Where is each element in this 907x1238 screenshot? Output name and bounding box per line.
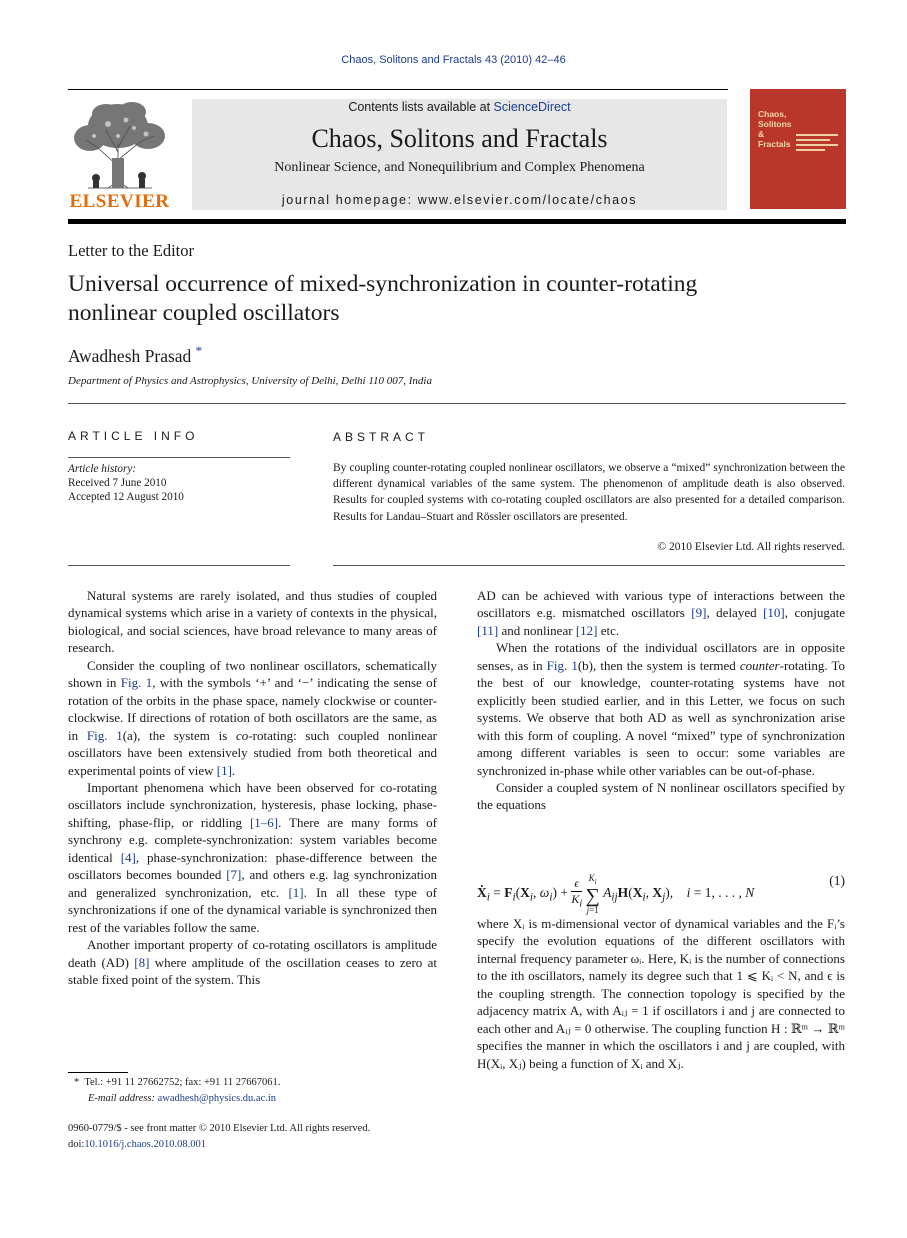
ref-10-link[interactable]: [10] — [763, 605, 785, 621]
article-type: Letter to the Editor — [68, 241, 194, 260]
footnote-mark: * — [74, 1077, 80, 1088]
contents-prefix: Contents lists available at — [348, 100, 494, 114]
doi-link[interactable]: 10.1016/j.chaos.2010.08.001 — [84, 1139, 206, 1150]
article-info-rule — [68, 457, 290, 458]
right-column-top — [477, 587, 845, 814]
received-date: Received 7 June 2010 — [68, 477, 167, 489]
ref-11-link[interactable]: [11] — [477, 622, 499, 638]
paragraph-4: Another important property of co-rotating oscillators is amplitude death (AD) [8] where amplitude of the oscillation ceases to zero at stable fixed point of the system. This — [68, 937, 437, 987]
history-label: Article history: — [68, 463, 137, 475]
left-column — [68, 587, 437, 988]
journal-title: Chaos, Solitons and Fractals — [311, 124, 608, 153]
ref-1b-link[interactable]: [1] — [288, 884, 304, 900]
journal-cover — [750, 89, 846, 209]
fig1a-link[interactable]: Fig. 1 — [86, 727, 123, 743]
author-line — [68, 343, 202, 367]
journal-homepage[interactable]: journal homepage: www.elsevier.com/locate/chaos — [281, 193, 638, 207]
paragraph-5: AD can be achieved with various type of interactions between the oscillators e.g. mismatched oscillators [9], delayed [10], conjugate [11] and nonlinear [12] etc. — [477, 588, 845, 638]
paragraph-2: Consider the coupling of two nonlinear oscillators, schematically shown in Fig. 1, with the symbols ‘+’ and ‘−’ indicating the sense of rotation of the orbits in the phase space, namely clockwise or counter-clockwise. If directions of rotation of both oscillators are the same, as in Fig. 1(a), the system is co-rotating: such coupled nonlinear oscillators have been extensively studied from both theoretical and experimental points of view [1]. — [68, 657, 438, 778]
footnote-rule — [68, 1072, 128, 1073]
issn-line: 0960-0779/$ - see front matter © 2010 Elsevier Ltd. All rights reserved. — [68, 1123, 371, 1134]
ref-8-link[interactable]: [8] — [134, 954, 150, 970]
footnote — [74, 1075, 280, 1107]
ref-12-link[interactable]: [12] — [575, 622, 598, 638]
ref-7-link[interactable]: [7] — [226, 867, 242, 883]
abstract-copyright: © 2010 Elsevier Ltd. All rights reserved. — [657, 541, 845, 553]
right-column-bottom — [477, 915, 845, 1072]
author-footnote-mark[interactable]: * — [195, 343, 203, 358]
ref-9-link[interactable]: [9] — [691, 605, 707, 621]
footnote-email: E-mail address: awadhesh@physics.du.ac.in — [88, 1093, 277, 1104]
abstract-text: By coupling counter-rotating coupled nonlinear oscillators, we observe a “mixed” synchronization between the different dynamical variables of the same system. The phenomenon of amplitude death is also observed. Results for coupled systems with co-rotating coupled oscillators are also presented for a detailed comparison. Results for Landau–Stuart and Rössler oscillators are presented. — [333, 462, 845, 523]
footnote-contact — [74, 1075, 280, 1091]
doi-line: doi:10.1016/j.chaos.2010.08.001 — [68, 1139, 206, 1150]
article-info-heading: ARTICLE INFO — [68, 429, 199, 443]
contents-line — [192, 100, 727, 114]
paragraph-8: where Xᵢ is m-dimensional vector of dynamical variables and the Fᵢ’s specify the evolution equations of the different oscillators with internal frequency parameter ωᵢ. Here, Kᵢ is the number of connections to the ith oscillators, namely its degree such that 1 ⩽ Kᵢ < N, and ϵ is the coupling strength. The connection topology is specified by the adjacency matrix A, with Aᵢⱼ = 1 if oscillators i and j are connected to each other and Aᵢⱼ = 0 otherwise. The coupling function H : ℝᵐ → ℝᵐ specifies the manner in which the oscillators i and j are coupled, with H(Xᵢ, Xⱼ) being a function of Xᵢ and Xⱼ. — [477, 916, 845, 1071]
affiliation-rule — [68, 403, 846, 404]
front-matter — [68, 1121, 370, 1153]
fig1-link[interactable]: Fig. 1 — [120, 675, 153, 691]
journal-citation: Chaos, Solitons and Fractals 43 (2010) 42–46 — [341, 54, 566, 66]
author-name[interactable]: Awadhesh Prasad — [68, 345, 192, 366]
equation-1 — [477, 862, 845, 915]
equation-body: Ẋ$_i$ = $F_i(X_i$, $\omega_i$) + $\frac{\epsilon}{K_i}$ $K_i$ ∑ j=1 $A_{ij}H(X_i$, $X_j$), i = 1, . . . , N — [477, 873, 755, 915]
paragraph-3: Important phenomena which have been observed for co-rotating oscillators include synchronization, hysteresis, phase locking, phase-shifting, phase-flip, or riddling [1–6]. There are many forms of synchrony e.g. complete-synchronization: system variables become identical [4], phase-synchronization: phase-difference between the oscillators becomes bounded [7], and others e.g. lag synchronization and generalized synchronization, etc. [1]. In all these type of synchronizations if one of the dynamical variable is synchronized then rest of the variables follow the same. — [68, 779, 438, 935]
equation-number: (1) — [829, 873, 845, 888]
ref-4-link[interactable]: [4] — [120, 849, 136, 865]
fig1b-link[interactable]: Fig. 1 — [546, 657, 578, 673]
affiliation: Department of Physics and Astrophysics, University of Delhi, Delhi 110 007, India — [68, 375, 432, 387]
elsevier-logo — [68, 96, 171, 211]
article-title-line-1: Universal occurrence of mixed-synchronization in counter-rotating — [68, 271, 698, 297]
footnote-tel: Tel.: +91 11 27662752; fax: +91 11 27667061. — [84, 1077, 281, 1088]
accepted-date: Accepted 12 August 2010 — [68, 491, 184, 503]
abstract-heading: ABSTRACT — [333, 430, 430, 444]
email-link[interactable]: awadhesh@physics.du.ac.in — [157, 1093, 277, 1104]
publisher-name: ELSEVIER — [69, 191, 170, 212]
journal-subtitle: Nonlinear Science, and Nonequilibrium and Complex Phenomena — [274, 160, 645, 175]
cover-title: Chaos, Solitons & Fractals — [758, 109, 792, 149]
article-title — [68, 270, 848, 328]
ref-1-6-link[interactable]: [1–6] — [249, 814, 279, 830]
article-title-line-2: nonlinear coupled oscillators — [68, 300, 340, 326]
header-thick-rule — [68, 219, 846, 224]
paragraph-7: Consider a coupled system of N nonlinear oscillators specified by the equations — [477, 779, 845, 813]
article-history — [68, 462, 184, 504]
elsevier-tree-icon — [68, 96, 171, 192]
header-rule — [68, 89, 728, 90]
ref-1-link[interactable]: [1] — [216, 762, 232, 778]
paragraph-1: Natural systems are rarely isolated, and thus studies of coupled dynamical systems which arise in a variety of contexts in the physical, biological, and social sciences, have broad relevance to many areas of research. — [68, 588, 437, 656]
paragraph-6: When the rotations of the individual oscillators are in opposite senses, as in Fig. 1(b), then the system is termed counter-rotating. To the best of our knowledge, counter-rotating systems have not explicitly been studied earlier, and in this Letter, we focus on such systems. We observe that both AD as well as synchronization arise with this form of coupling. A novel “mixed” type of synchronization among different variables is seen to occur: some variables are synchronized in-phase while other variables can be out-of-phase. — [477, 640, 846, 778]
article-info-bottom-rule — [68, 565, 290, 566]
abstract-bottom-rule — [333, 565, 845, 566]
cover-text-block — [796, 131, 838, 165]
sciencedirect-link[interactable]: ScienceDirect — [493, 100, 571, 114]
